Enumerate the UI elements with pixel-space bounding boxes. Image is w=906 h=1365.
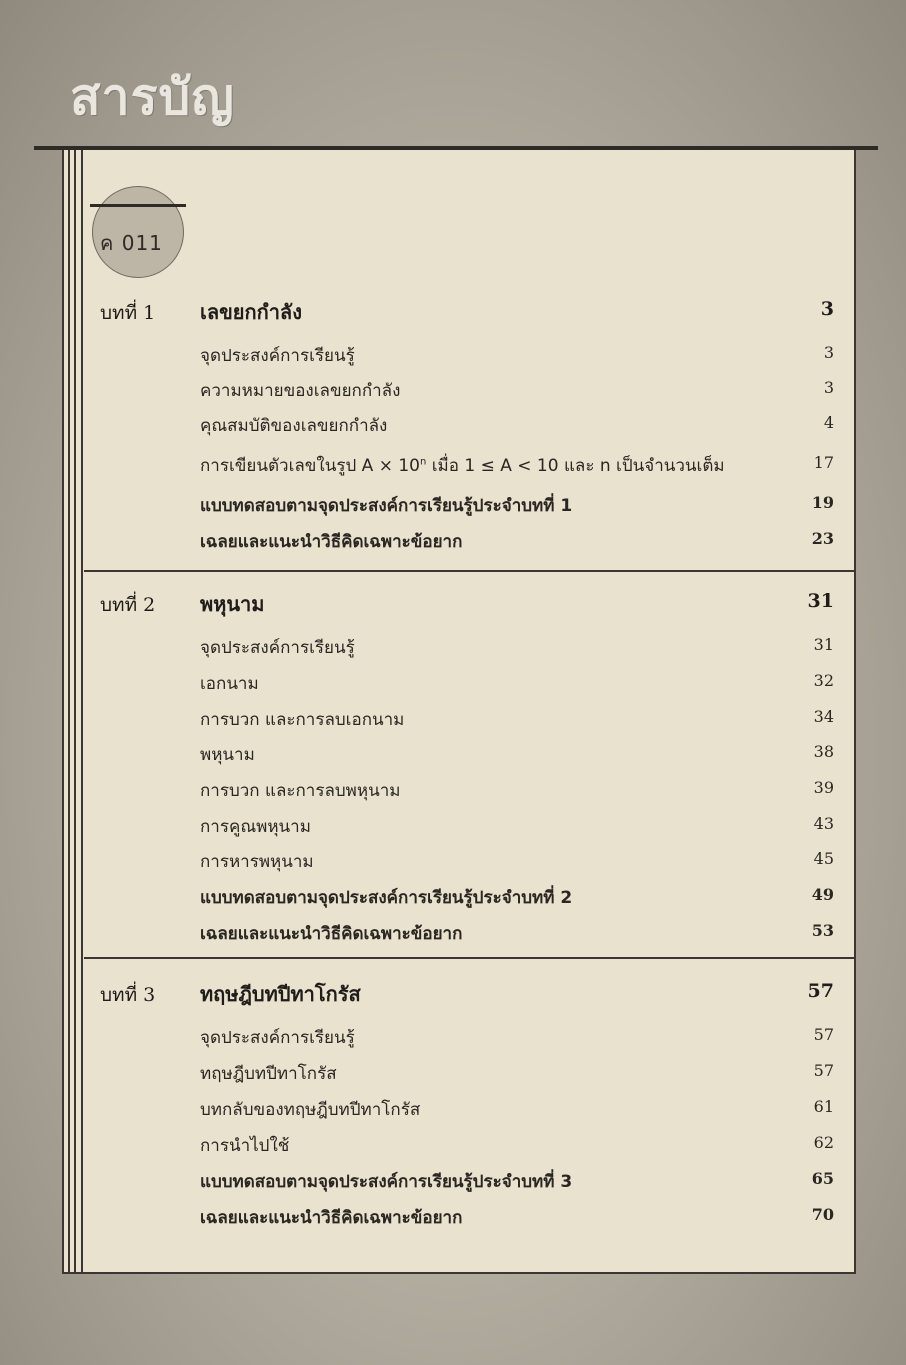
chapter-divider	[84, 957, 854, 959]
toc-item[interactable]	[200, 1168, 834, 1196]
toc-item-page: 4	[823, 413, 834, 432]
toc-item[interactable]	[200, 1096, 834, 1124]
chapter-divider	[84, 570, 854, 572]
toc-item-text: เฉลยและแนะนำวิธีคิดเฉพาะข้อยาก	[200, 1208, 463, 1228]
toc-item-page: 57	[813, 1025, 834, 1044]
toc-item[interactable]	[200, 741, 834, 769]
course-code: ค 011	[100, 231, 163, 255]
condition-text: เมื่อ 1 ≤ A < 10 และ n เป็นจำนวนเต็ม	[426, 456, 725, 476]
toc-item-page: 17	[813, 453, 834, 472]
toc-item-text: แบบทดสอบตามจุดประสงค์การเรียนรู้ประจำบทที่ 3	[200, 1172, 573, 1192]
toc-item-text: บทกลับของทฤษฎีบทปีทาโกรัส	[200, 1100, 421, 1120]
toc-item-page: 62	[813, 1133, 834, 1152]
toc-item-page: 70	[811, 1205, 834, 1224]
toc-item-text: พหุนาม	[200, 745, 255, 765]
toc-item[interactable]	[200, 1060, 834, 1088]
chapter-3	[84, 970, 854, 1260]
toc-item[interactable]	[200, 706, 834, 734]
page-title: สารบัญ	[70, 68, 235, 126]
toc-item-page: 19	[811, 493, 834, 512]
toc-item-page: 3	[823, 343, 834, 362]
toc-item[interactable]	[200, 813, 834, 841]
toc-item[interactable]	[200, 634, 834, 662]
toc-item[interactable]	[200, 452, 834, 480]
toc-item[interactable]	[200, 492, 834, 520]
chapter-label: บทที่ 2	[100, 594, 156, 616]
toc-item[interactable]	[200, 1132, 834, 1160]
chapter-page: 3	[820, 298, 834, 320]
exponent: n	[419, 456, 427, 468]
toc-item-page: 32	[813, 671, 834, 690]
toc-item-page: 49	[811, 885, 834, 904]
toc-item[interactable]	[200, 884, 834, 912]
binding-lines	[62, 150, 84, 1274]
chapter-title: ทฤษฎีบทปีทาโกรัส	[200, 982, 361, 1006]
toc-item-text: การบวก และการลบพหุนาม	[200, 781, 401, 801]
toc-item-text: ความหมายของเลขยกกำลัง	[200, 381, 401, 401]
toc-item-page: 45	[813, 849, 834, 868]
toc-item-page: 39	[813, 778, 834, 797]
toc-item-page: 53	[811, 921, 834, 940]
toc-item-page: 31	[813, 635, 834, 654]
toc-item-text: จุดประสงค์การเรียนรู้	[200, 1028, 355, 1048]
chapter-label: บทที่ 3	[100, 984, 156, 1006]
toc-item[interactable]	[200, 848, 834, 876]
toc-item-page: 3	[823, 378, 834, 397]
chapter-page: 31	[807, 590, 834, 612]
toc-item-text: การคูณพหุนาม	[200, 817, 311, 837]
chapter-page: 57	[807, 980, 834, 1002]
chapter-label: บทที่ 1	[100, 302, 156, 324]
chapter-title: พหุนาม	[200, 592, 265, 616]
toc-item[interactable]	[200, 528, 834, 556]
toc-item-page: 38	[813, 742, 834, 761]
toc-item[interactable]	[200, 412, 834, 440]
toc-item[interactable]	[200, 777, 834, 805]
toc-item[interactable]	[200, 920, 834, 948]
toc-item[interactable]	[200, 1024, 834, 1052]
toc-item[interactable]	[200, 1204, 834, 1232]
toc-item[interactable]	[200, 377, 834, 405]
toc-item-text: จุดประสงค์การเรียนรู้	[200, 638, 355, 658]
toc-item[interactable]	[200, 342, 834, 370]
toc-item-text: การหารพหุนาม	[200, 852, 314, 872]
toc-item-text: ทฤษฎีบทปีทาโกรัส	[200, 1064, 337, 1084]
toc-item-text: คุณสมบัติของเลขยกกำลัง	[200, 416, 388, 436]
toc-item-page: 23	[811, 529, 834, 548]
toc-item-text: แบบทดสอบตามจุดประสงค์การเรียนรู้ประจำบทที่ 2	[200, 888, 573, 908]
toc-item-text: เฉลยและแนะนำวิธีคิดเฉพาะข้อยาก	[200, 924, 463, 944]
toc-item-page: 57	[813, 1061, 834, 1080]
toc-item-text: เอกนาม	[200, 674, 259, 694]
badge-bar	[90, 204, 186, 207]
toc-item-text: แบบทดสอบตามจุดประสงค์การเรียนรู้ประจำบทที่ 1	[200, 496, 573, 516]
toc-item-page: 65	[811, 1169, 834, 1188]
toc-item-page: 61	[813, 1097, 834, 1116]
toc-item-text: การบวก และการลบเอกนาม	[200, 710, 405, 730]
toc-item-page: 43	[813, 814, 834, 833]
toc-item-text: เฉลยและแนะนำวิธีคิดเฉพาะข้อยาก	[200, 532, 463, 552]
scientific-notation-text: การเขียนตัวเลขในรูป A × 10	[200, 456, 420, 476]
toc-item-page: 34	[813, 707, 834, 726]
toc-item-text: จุดประสงค์การเรียนรู้	[200, 346, 355, 366]
toc-item-text	[200, 452, 725, 479]
chapter-1	[84, 290, 854, 570]
toc-item[interactable]	[200, 670, 834, 698]
toc-item-text: การนำไปใช้	[200, 1136, 290, 1156]
chapter-title: เลขยกกำลัง	[200, 300, 302, 324]
chapter-2	[84, 582, 854, 957]
